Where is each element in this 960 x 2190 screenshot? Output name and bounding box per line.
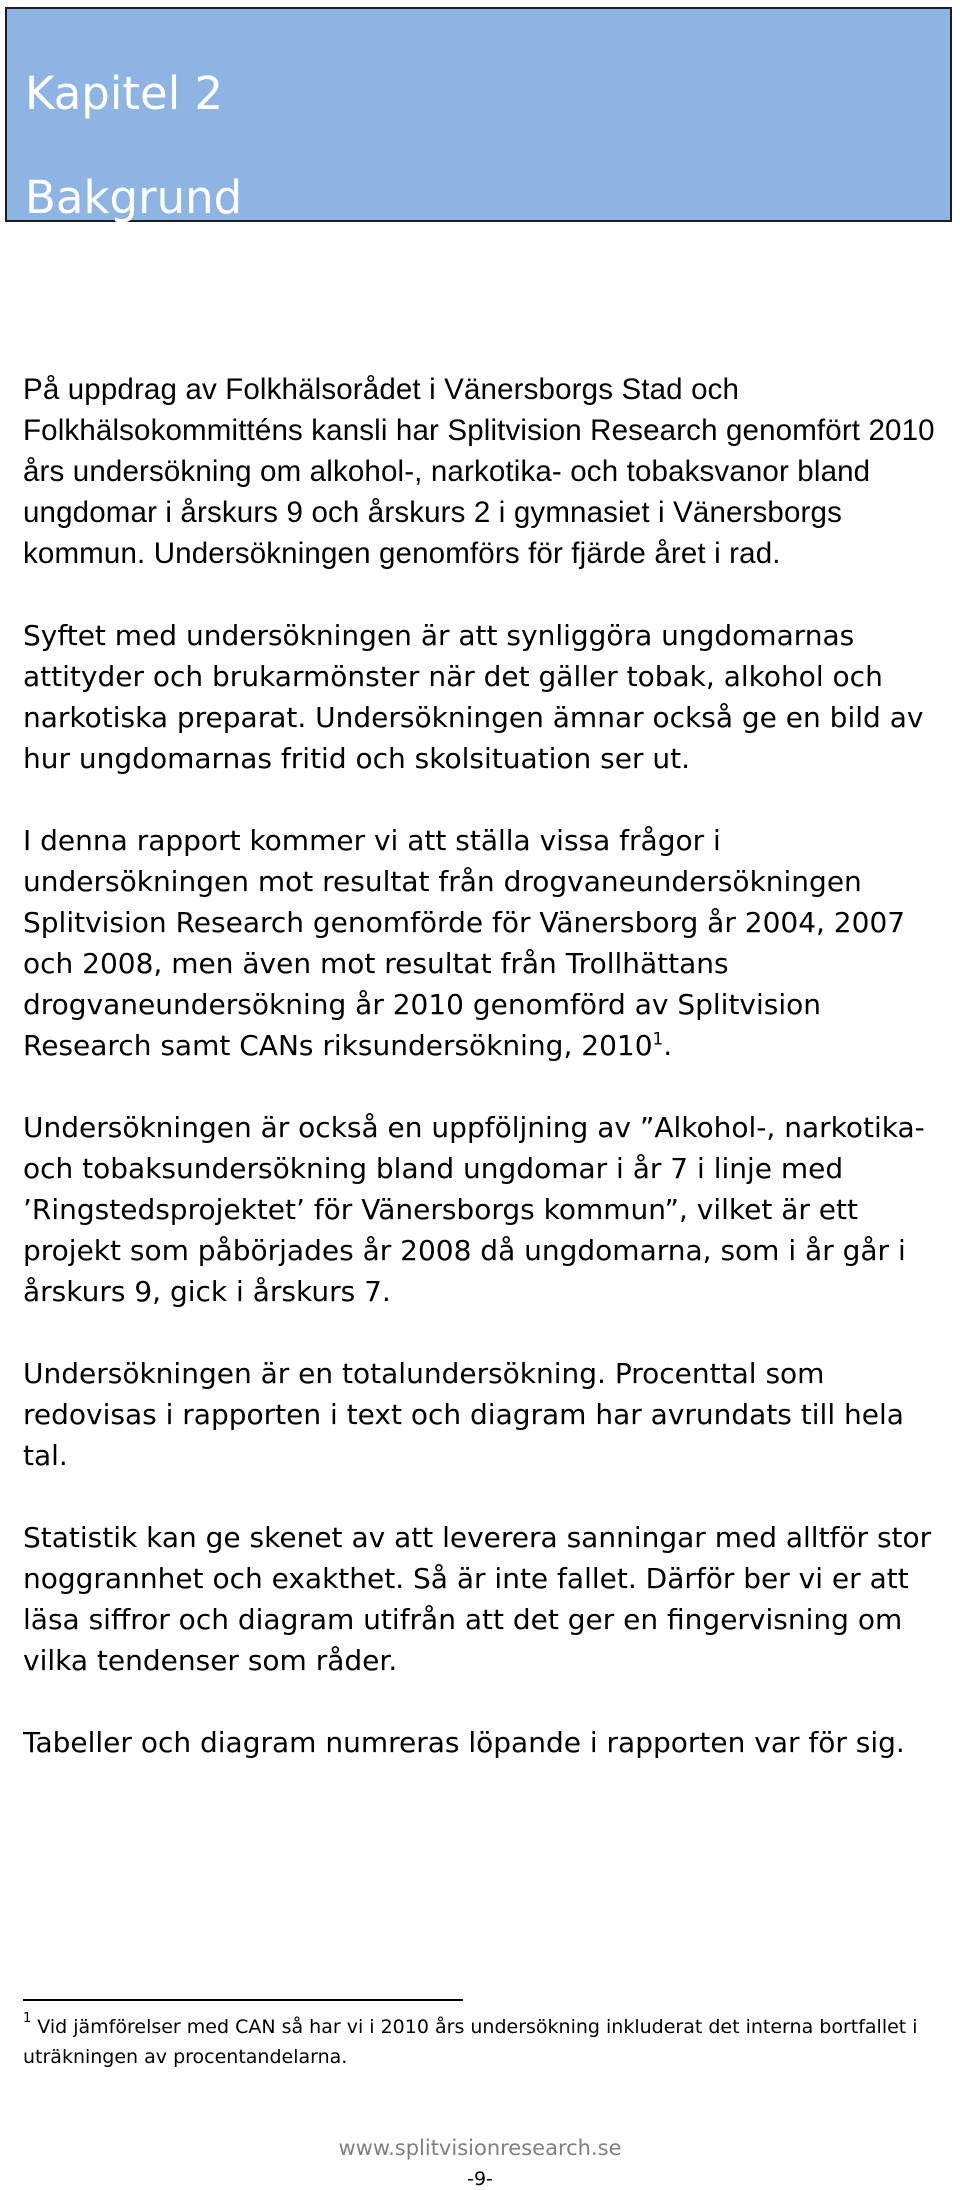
paragraph-comparisons-text: I denna rapport kommer vi att ställa vissa frågor i undersökningen mot resultat från drogvaneundersökningen Splitvision Research genomförde för Vänersborg år 2004, 2007 och 2008, men även mot resultat från Trollhättans drogvaneundersökning år 2010 genomförd av Splitvision Research samt CANs riksundersökning, 2010 (23, 824, 906, 1062)
paragraph-follow-up: Undersökningen är också en uppföljning av ”Alkohol-, narkotika- och tobaksundersökning bland ungdomar i år 7 i linje med ’Ringstedsprojektet’ för Vänersborgs kommun”, vilket är ett projekt som påbörjades år 2008 då ungdomarna, som i år går i årskurs 9, gick i årskurs 7. (23, 1111, 925, 1308)
footer-url[interactable]: www.splitvisionresearch.se (338, 2136, 622, 2160)
footnote-marker: 1 (23, 2011, 32, 2026)
footnote-divider (23, 1999, 463, 2001)
chapter-header (5, 7, 952, 222)
footnote-text: Vid jämförelser med CAN så har vi i 2010 års undersökning inkluderat det interna bortfallet i uträkningen av procentandelarna. (23, 2016, 918, 2068)
paragraph-numbering: Tabeller och diagram numreras löpande i rapporten var för sig. (23, 1726, 905, 1759)
paragraph-purpose: Syftet med undersökningen är att synliggöra ungdomarnas attityder och brukarmönster när det gäller tobak, alkohol och narkotiska preparat. Undersökningen ämnar också ge en bild av hur ungdomarnas fritid och skolsituation ser ut. (23, 619, 924, 775)
body-text (23, 369, 943, 1804)
paragraph-comparisons-end: . (663, 1029, 673, 1062)
chapter-title: Bakgrund (25, 171, 243, 224)
footnote (23, 2012, 923, 2072)
paragraph-statistics: Statistik kan ge skenet av att leverera sanningar med alltför stor noggrannhet och exakthet. Så är inte fallet. Därför ber vi er att läsa siffror och diagram utifrån att det ger en fingervisning om vilka tendenser som råder. (23, 1521, 932, 1677)
paragraph-total-survey: Undersökningen är en totalundersökning. Procenttal som redovisas i rapporten i text och diagram har avrundats till hela tal. (23, 1357, 904, 1472)
paragraph-comparisons (23, 820, 943, 1066)
footnote-reference[interactable]: 1 (652, 1028, 664, 1049)
paragraph-assignment: På uppdrag av Folkhälsorådet i Vänersborgs Stad och Folkhälsokommitténs kansli har Splitvision Research genomfört 2010 års undersökning om alkohol-, narkotika- och tobaksvanor bland ungdomar i årskurs 9 och årskurs 2 i gymnasiet i Vänersborgs kommun. Undersökningen genomförs för fjärde året i rad. (23, 373, 935, 570)
page-number: -9- (467, 2168, 493, 2190)
chapter-number: Kapitel 2 (25, 67, 224, 120)
